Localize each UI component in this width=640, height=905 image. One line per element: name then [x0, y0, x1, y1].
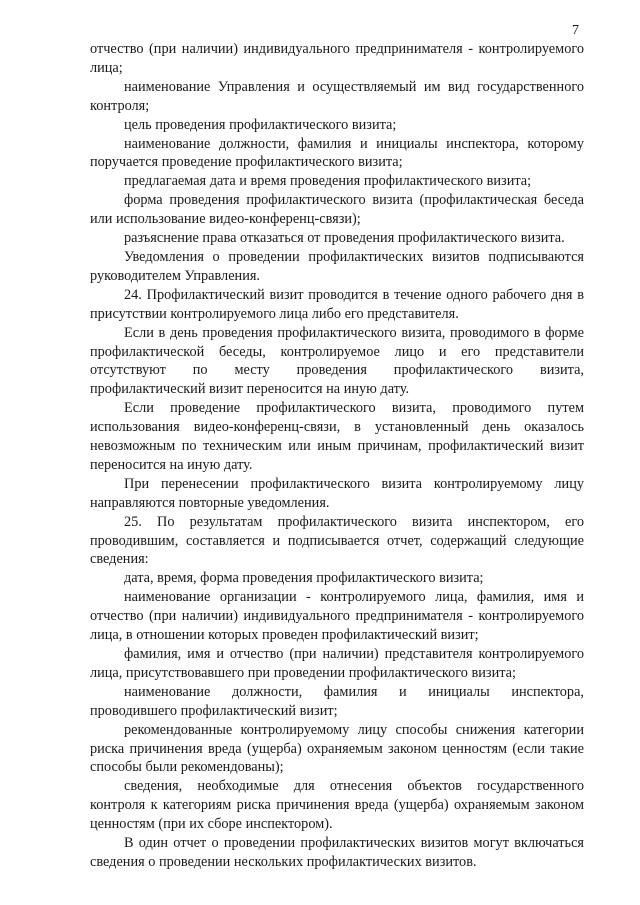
- paragraph: фамилия, имя и отчество (при наличии) представителя контролируемого лица, присутствовавшего при проведении профилактического визита;: [90, 646, 584, 681]
- paragraph: наименование Управления и осуществляемый им вид государственного контроля;: [90, 78, 584, 114]
- paragraph: В один отчет о проведении профилактических визитов могут включаться сведения о проведении нескольких профилактических визитов.: [90, 835, 584, 870]
- paragraph: При перенесении профилактического визита контролируемому лицу направляются повторные уведомления.: [90, 475, 584, 511]
- paragraph: 25. По результатам профилактического визита инспектором, его проводившим, составляется и подписывается отчет, содержащий следующие сведения:: [90, 513, 584, 568]
- paragraph: наименование должности, фамилия и инициалы инспектора, которому поручается проведение профилактического визита;: [90, 135, 584, 171]
- paragraph: Если в день проведения профилактического визита, проводимого в форме профилактической беседы, контролируемое лицо и его представители отсутствуют по месту проведения профилактического визита, профилактический визит переносится на иную дату.: [90, 324, 584, 398]
- paragraph: разъяснение права отказаться от проведения профилактического визита.: [124, 230, 565, 247]
- paragraph: форма проведения профилактического визита (профилактическая беседа или использование видео-конференц-связи);: [90, 192, 584, 228]
- paragraph: рекомендованные контролируемому лицу способы снижения категории риска причинения вреда (ущерба) охраняемым законом ценностям (если такие способы были рекомендованы);: [90, 721, 584, 776]
- paragraph: Если проведение профилактического визита, проводимого путем использования видео-конференц-связи, в установленный день оказалось невозможным по техническим или иным причинам, профилактический визит переносится на иную дату.: [90, 400, 584, 473]
- paragraph: наименование организации - контролируемого лица, фамилия, имя и отчество (при наличии) индивидуального предпринимателя - контролируемого лица, в отношении которых проведен профилактический визит;: [90, 589, 584, 644]
- paragraph: дата, время, форма проведения профилактического визита;: [124, 570, 484, 587]
- paragraph-continuation: отчество (при наличии) индивидуального предпринимателя - контролируемого лица;: [90, 41, 584, 76]
- paragraph: сведения, необходимые для отнесения объектов государственного контроля к категориям риска причинения вреда (ущерба) охраняемым законом ценностям (при их сборе инспектором).: [90, 778, 584, 833]
- document-body: [90, 40, 584, 872]
- paragraph: 24. Профилактический визит проводится в течение одного рабочего дня в присутствии контролируемого лица либо его представителя.: [90, 286, 584, 322]
- paragraph: наименование должности, фамилия и инициалы инспектора, проводившего профилактический визит;: [90, 683, 584, 719]
- paragraph: Уведомления о проведении профилактических визитов подписываются руководителем Управления.: [90, 248, 584, 284]
- page-number: 7: [572, 23, 579, 38]
- paragraph: цель проведения профилактического визита;: [124, 116, 397, 133]
- paragraph: предлагаемая дата и время проведения профилактического визита;: [124, 173, 532, 190]
